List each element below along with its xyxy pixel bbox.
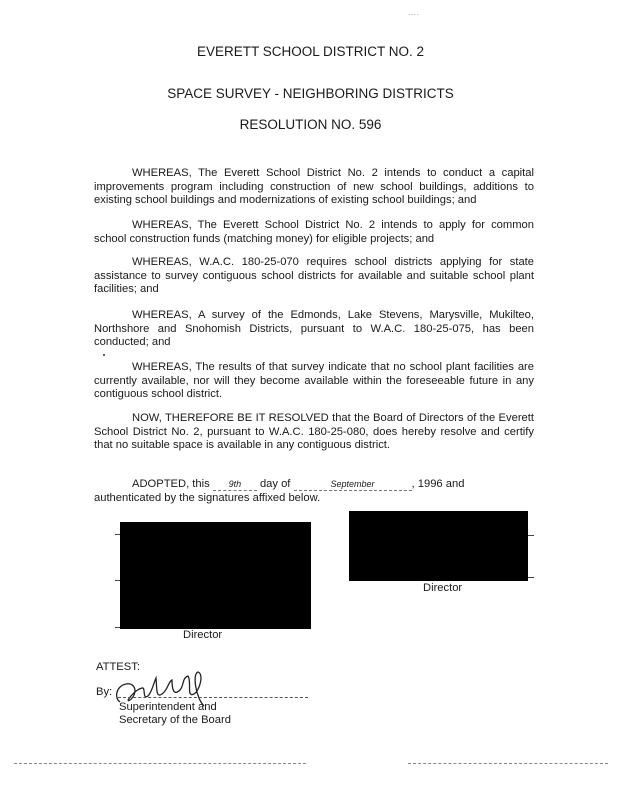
whereas-paragraph-3: WHEREAS, W.A.C. 180-25-070 requires school districts applying for state assistance to survey contiguous school districts for available and suitable school plant facilities; and: [94, 256, 534, 296]
whereas-paragraph-5: WHEREAS, The results of that survey indicate that no school plant facilities are currently available, nor will they become available within the foreseeable future in any contiguous school district.: [94, 361, 534, 401]
whereas-paragraph-4: WHEREAS, A survey of the Edmonds, Lake Stevens, Marysville, Mukilteo, Northshore and Snohomish Districts, pursuant to W.A.C. 180-25-075, has been conducted; and: [94, 309, 534, 349]
whereas-paragraph-2: WHEREAS, The Everett School District No. 2 intends to apply for common school construction funds (matching money) for eligible projects; and: [94, 219, 534, 245]
footer-scan-line: [14, 763, 306, 765]
attest-by-label: By:: [96, 686, 113, 698]
attest-signature-line: [118, 697, 308, 699]
footer-scan-line: [408, 763, 608, 765]
document-subtitle: SPACE SURVEY - NEIGHBORING DISTRICTS: [167, 86, 454, 101]
top-mark: ....: [408, 10, 420, 17]
district-title: EVERETT SCHOOL DISTRICT NO. 2: [196, 44, 425, 59]
director-label-right: Director: [423, 582, 463, 594]
attest-title-line1: Superintendent and: [119, 701, 217, 713]
resolved-paragraph: NOW, THEREFORE BE IT RESOLVED that the Board of Directors of the Everett School District No. 2, pursuant to W.A.C. 180-25-080, does hereby resolve and certify that no suitable space is available in any contiguous district.: [94, 412, 534, 452]
stray-mark: [103, 354, 105, 356]
whereas-paragraph-1: WHEREAS, The Everett School District No. 2 intends to conduct a capital improvements program including construction of new school buildings, additions to existing school buildings and modernizations of existing school buildings; and: [94, 167, 534, 207]
attest-label: ATTEST:: [96, 661, 140, 673]
redacted-signature-right: [349, 511, 528, 581]
attest-title-line2: Secretary of the Board: [119, 714, 231, 726]
adopted-month: September: [294, 478, 412, 491]
redacted-signature-left: [120, 522, 311, 629]
adopted-day: 9th: [213, 478, 257, 491]
adopted-statement: ADOPTED, this 9th day of September , 1996 and authenticated by the signatures affixed below.: [94, 478, 465, 504]
director-label-left: Director: [183, 629, 223, 641]
resolution-number: RESOLUTION NO. 596: [239, 117, 382, 132]
